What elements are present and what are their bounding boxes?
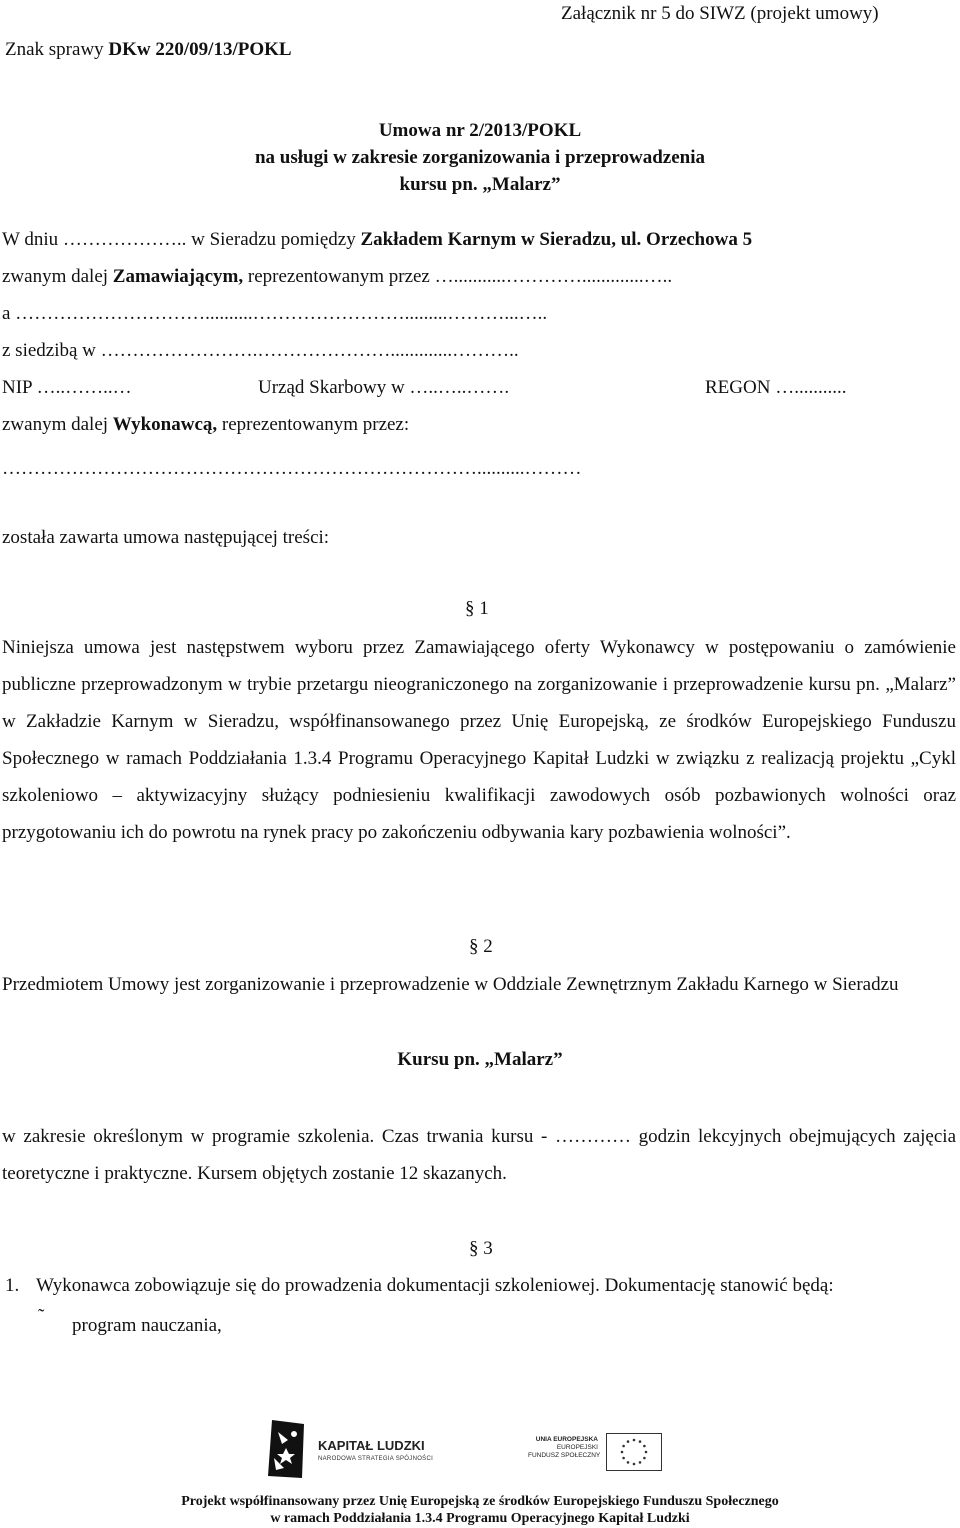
section-1-heading: § 1 xyxy=(465,598,489,619)
course-name: Kursu pn. „Malarz” xyxy=(397,1049,563,1070)
annex-label: Załącznik nr 5 do SIWZ (projekt umowy) xyxy=(561,3,879,24)
item-text: Wykonawca zobowiązuje się do prowadzenia dokumentacji szkoleniowej. Dokumentację stanowić będą: xyxy=(36,1275,834,1296)
bullet-text: program nauczania, xyxy=(72,1315,222,1336)
tax-office-field: Urząd Skarbowy w …..…..……. xyxy=(258,377,510,398)
footer-line-1: Projekt współfinansowany przez Unię Europejską ze środków Europejskiego Funduszu Społecznego xyxy=(181,1494,779,1509)
contractor-seat-blank: z siedzibą w …………………….………………….............……….. xyxy=(2,340,519,361)
contract-title-line3: kursu pn. „Malarz” xyxy=(399,174,561,195)
section-1-text: Niniejsza umowa jest następstwem wyboru przez Zamawiającego oferty Wykonawcy w postępowaniu o zamówienie publiczne przeprowadzonym w trybie przetargu nieograniczonego na zorganizowanie i przeprowadzenie kursu pn. „Malarz” w Zakładzie Karnym w Sieradzu, współfinansowanego przez Unię Europejską, ze środków Europejskiego Funduszu Społecznego w ramach Poddziałania 1.3.4 Programu Operacyjnego Kapitał Ludzki w związku z realizacją projektu „Cykl szkoleniowo – aktywizacyjny służący podniesieniu kwalifikacji zawodowych osób pozbawionych wolności oraz przygotowaniu ich do powrotu na rynek pracy po zakończeniu odbywania kary pozbawienia wolności”. xyxy=(2,637,956,843)
case-number: DKw 220/09/13/POKL xyxy=(108,39,292,60)
footer-line-2: w ramach Poddziałania 1.3.4 Programu Operacyjnego Kapitał Ludzki xyxy=(270,1511,690,1526)
parties-line-1: W dniu ……………….. w Sieradzu pomiędzy Zakładem Karnym w Sieradzu, ul. Orzechowa 5 xyxy=(2,229,753,250)
section-2-heading: § 2 xyxy=(469,936,493,957)
bullet-glyph: ˜ xyxy=(38,1306,45,1327)
nip-field: NIP …..……..… xyxy=(2,377,132,398)
representative-blank: …………………………………………………………………..........……… xyxy=(2,458,582,479)
case-reference xyxy=(5,39,292,61)
section-3-heading: § 3 xyxy=(469,1238,493,1259)
intro-statement: została zawarta umowa następującej treści: xyxy=(2,527,330,548)
contracting-authority-name: Zakładem Karnym w Sieradzu, ul. Orzechowa 5 xyxy=(360,229,753,250)
kl-logo-subtitle: NARODOWA STRATEGIA SPÓJNOŚCI xyxy=(318,1456,434,1462)
parties-line-2: zwanym dalej Zamawiającym, reprezentowanym przez …...........………….............….. xyxy=(2,266,673,287)
kapital-ludzki-logo xyxy=(262,1418,312,1482)
eu-logo-line2: EUROPEJSKI xyxy=(556,1444,598,1451)
contract-title-line2: na usługi w zakresie zorganizowania i przeprowadzenia xyxy=(254,147,706,168)
item-number: 1. xyxy=(5,1275,20,1296)
section-2-details: w zakresie określonym w programie szkolenia. Czas trwania kursu - ………… godzin lekcyjnych obejmujących zajęcia teoretyczne i praktyczne. Kursem objętych zostanie 12 skazanych. xyxy=(2,1126,956,1184)
section-2-text: Przedmiotem Umowy jest zorganizowanie i przeprowadzenie w Oddziale Zewnętrznym Zakładu Karnego w Sieradzu xyxy=(2,974,899,995)
contractor-name-blank: a …………………………..........…………………….........………...….. xyxy=(2,303,548,324)
eu-logo-text xyxy=(528,1436,601,1460)
eu-flag xyxy=(606,1433,662,1471)
contract-title xyxy=(0,117,960,198)
contractor-role: Wykonawcą, xyxy=(112,414,218,435)
contract-title-line1: Umowa nr 2/2013/POKL xyxy=(378,120,582,141)
case-label: Znak sprawy xyxy=(5,39,109,60)
eu-flag-icon xyxy=(606,1433,662,1471)
eu-logo-line3: FUNDUSZ SPOŁECZNY xyxy=(528,1452,601,1459)
regon-field: REGON …........... xyxy=(705,377,847,398)
eu-logo-line1: UNIA EUROPEJSKA xyxy=(535,1436,598,1443)
contracting-authority-role: Zamawiającym, xyxy=(112,266,244,287)
kl-logo-title: KAPITAŁ LUDZKI xyxy=(318,1438,425,1453)
kapital-ludzki-emblem-icon xyxy=(262,1418,312,1482)
parties-line-6: zwanym dalej Wykonawcą, reprezentowanym przez: xyxy=(2,414,410,435)
